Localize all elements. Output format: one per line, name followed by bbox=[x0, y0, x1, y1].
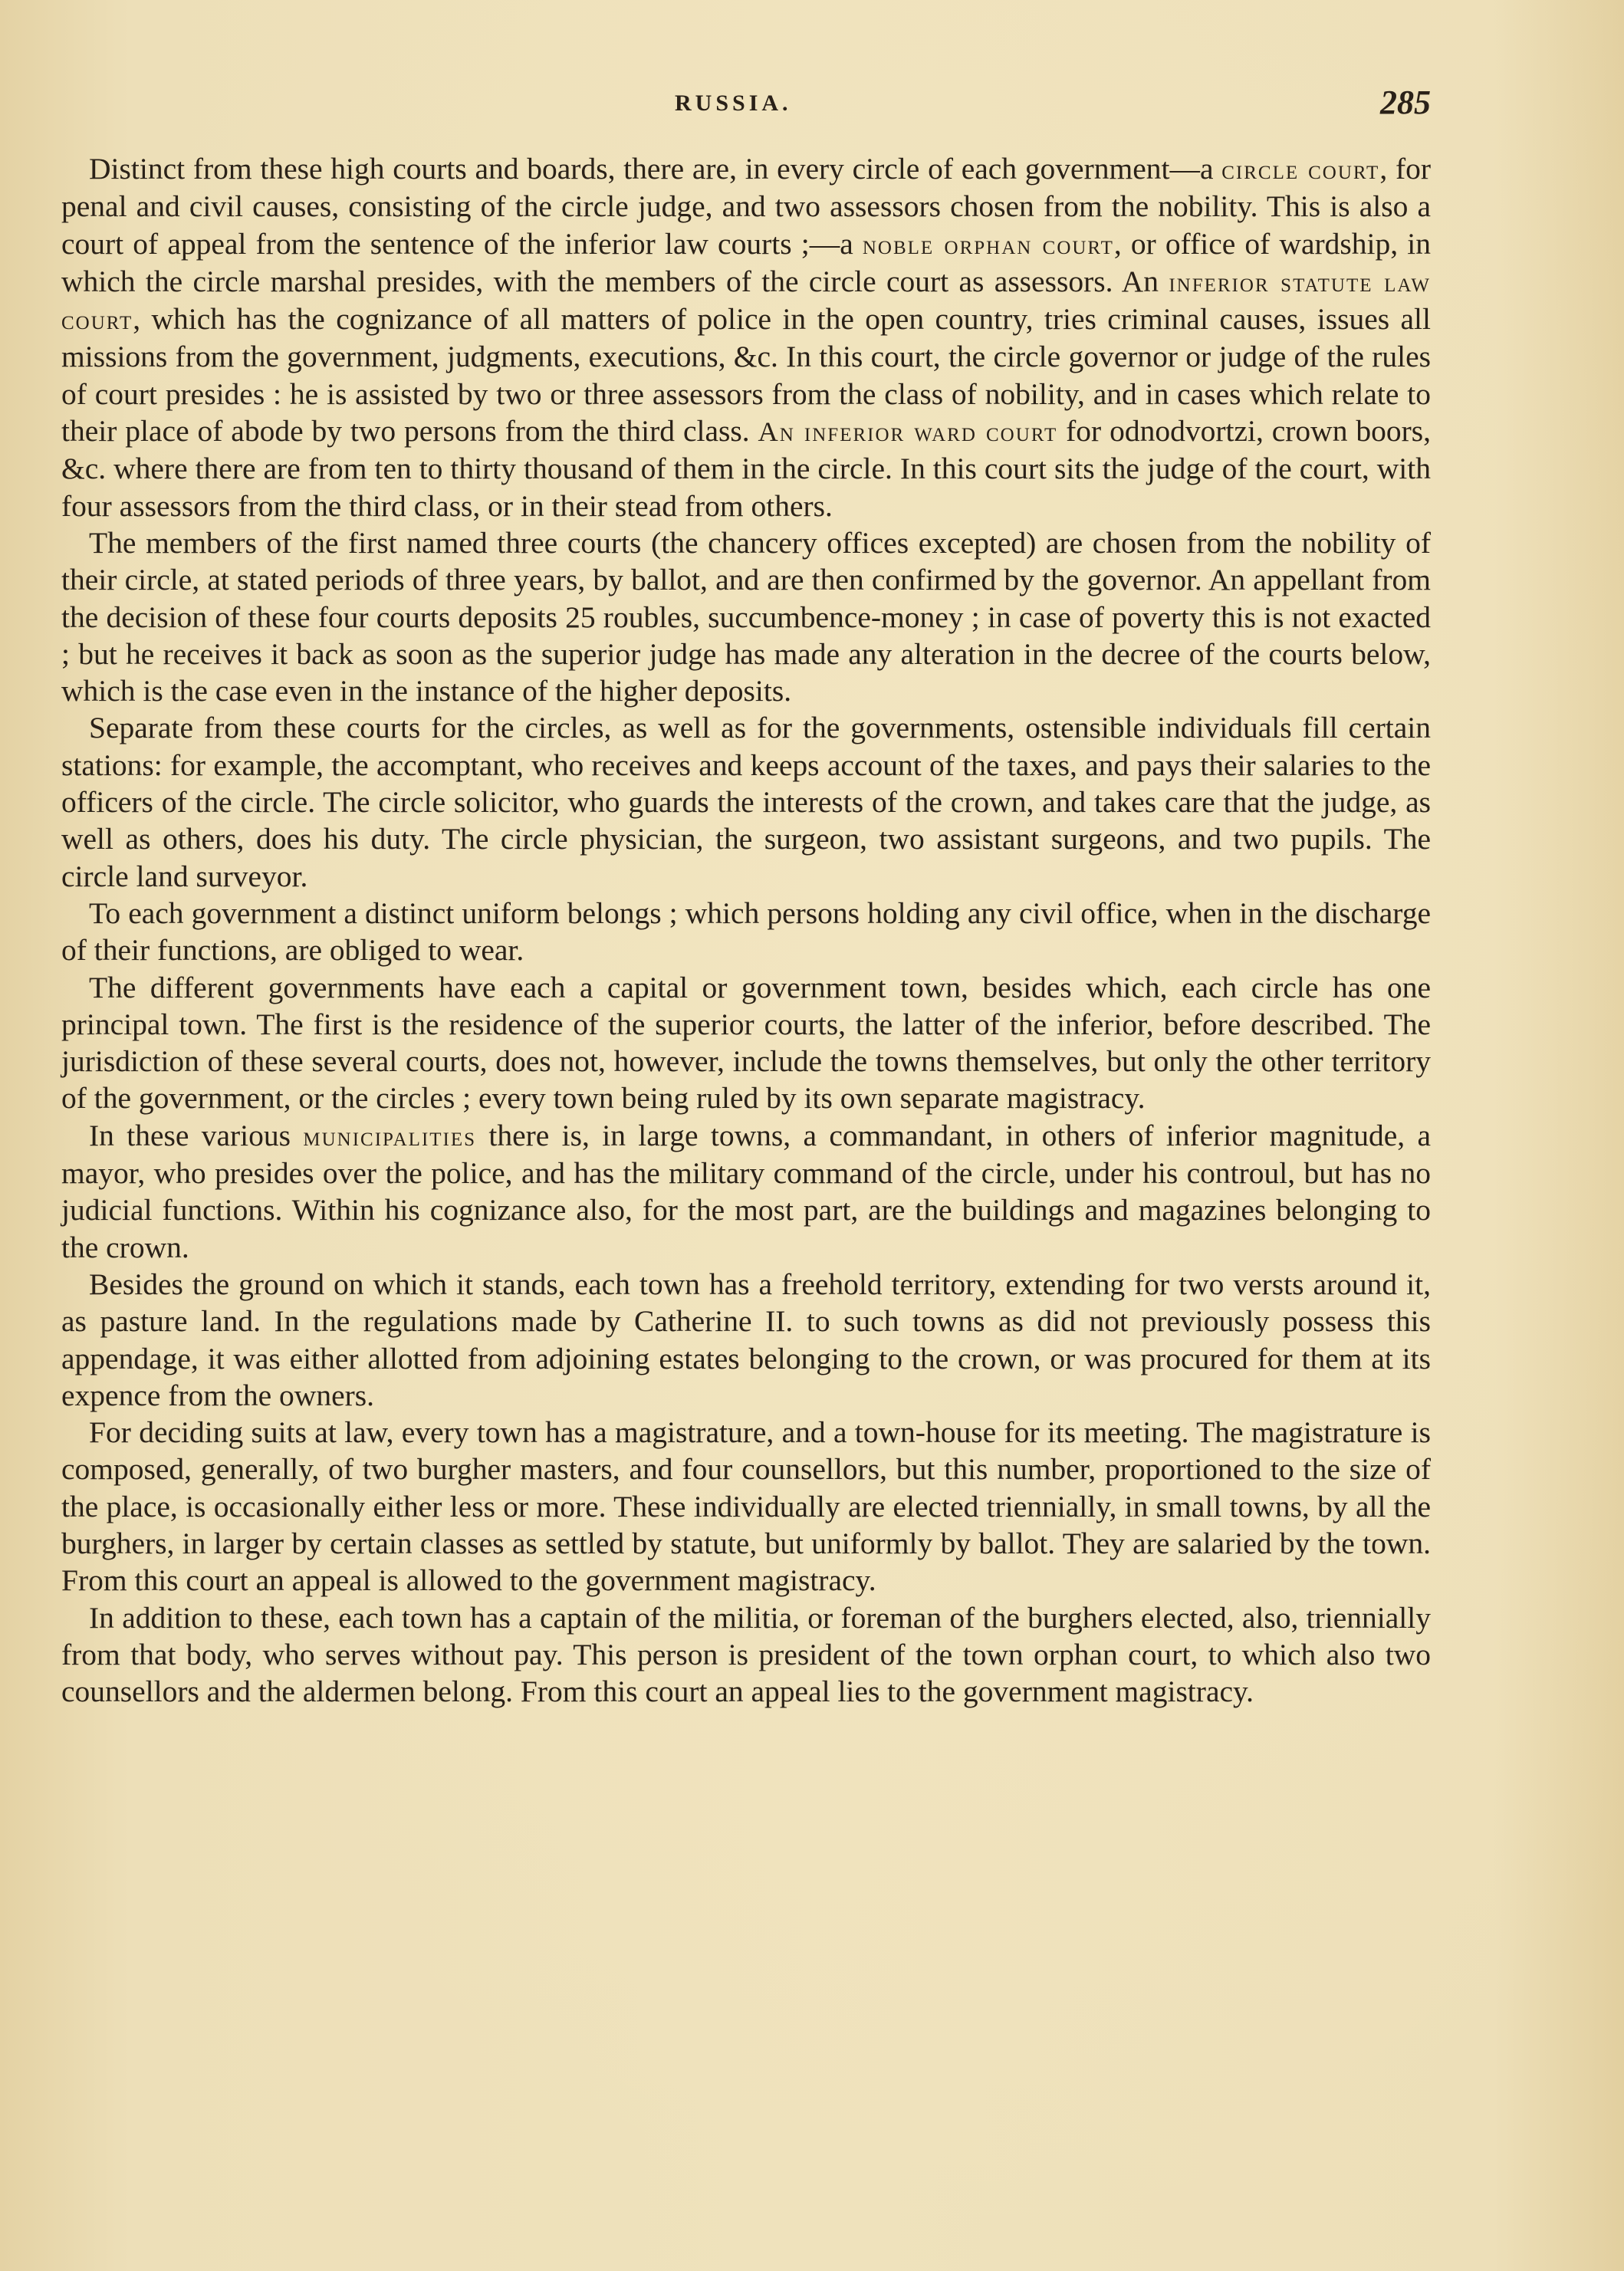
paragraph-text: In these various bbox=[89, 1118, 304, 1152]
paragraph-text: For deciding suits at law, every town has a magistrature, and a town-house for its meeting. The magistrature is composed, generally, of two burgher masters, and four counsellors, but this number, proportioned to the size of the place, is occasionally either less or more. These individually are elected triennially, in small towns, by all the burghers, in larger by certain classes as settled by statute, but uniformly by ballot. They are salaried by the town. From this court an appeal is allowed to the government magistracy. bbox=[61, 1415, 1431, 1598]
paragraph bbox=[61, 1599, 1431, 1711]
paragraph-text: , or office of wardship, in which the circle marshal presides, with the members of the circle court as assessors. An bbox=[61, 226, 1432, 298]
small-caps-term: inferior statute law court bbox=[61, 266, 1431, 336]
paragraph bbox=[61, 524, 1431, 709]
paragraph-text: In addition to these, each town has a captain of the militia, or foreman of the burghers elected, also, triennially from that body, who serves without pay. This person is president of the town orphan court, to which also two counsellors and the aldermen belong. From this court an appeal lies to the government magistracy. bbox=[61, 1600, 1431, 1709]
small-caps-term: circle court bbox=[1221, 154, 1380, 185]
paragraph bbox=[61, 895, 1431, 969]
paragraph bbox=[61, 709, 1431, 894]
small-caps-term: noble orphan court bbox=[862, 228, 1114, 260]
paragraph bbox=[61, 150, 1431, 524]
paragraph-text: Separate from these courts for the circles, as well as for the governments, ostensible individuals fill certain stations: for example, the accomptant, who receives and keeps account of the taxes, and pays their salaries to the officers of the circle. The circle solicitor, who guards the interests of the crown, and takes care that the judge, as well as others, does his duty. The circle physician, the surgeon, two assistant surgeons, and two pupils. The circle land surveyor. bbox=[61, 711, 1431, 893]
paragraph-text: Distinct from these high courts and boards, there are, in every circle of each government—a bbox=[89, 152, 1222, 186]
paragraph-text: there is, in large towns, a commandant, in others of inferior magnitude, a mayor, who presides over the police, and has the military command of the circle, under his controul, but has no judicial functions. Within his cognizance also, for the most part, are the buildings and magazines belonging to the crown. bbox=[61, 1118, 1431, 1264]
paragraph bbox=[61, 1414, 1431, 1599]
page-number: 285 bbox=[1380, 84, 1431, 121]
small-caps-term: municipalities bbox=[303, 1120, 477, 1152]
paragraph-text: , for penal and civil causes, consisting of the circle judge, and two assessors chosen from the nobility. This is also a court of appeal from the sentence of the inferior law courts ;—a bbox=[61, 152, 1432, 261]
running-head: RUSSIA. bbox=[675, 90, 792, 116]
paragraph-text: Besides the ground on which it stands, each town has a freehold territory, extending for two versts around it, as pasture land. In the regulations made by Catherine II. to such towns as did not previously possess this appendage, it was either allotted from adjoining estates belonging to the crown, or was procured for them at its expence from the owners. bbox=[61, 1267, 1431, 1412]
paragraph-text: , which has the cognizance of all matters of police in the open country, tries criminal causes, issues all missions from the government, judgments, executions, &c. In this court, the circle governor or judge of the rules of court presides : he is assisted by two or three assessors from the class of nobility, and in cases which relate to their place of abode by two persons from the third class. bbox=[61, 302, 1431, 449]
paragraph-text: The members of the first named three courts (the chancery offices excepted) are chosen from the nobility of their circle, at stated periods of three years, by ballot, and are then confirmed by the governor. An appellant from the decision of these four courts deposits 25 roubles, succumbence-money ; in case of poverty this is not exacted ; but he receives it back as soon as the superior judge has made any alteration in the decree of the courts below, which is the case even in the instance of the higher deposits. bbox=[61, 525, 1431, 708]
paragraph-text: The different governments have each a capital or government town, besides which, each circle has one principal town. The first is the residence of the superior courts, the latter of the inferior, before described. The jurisdiction of these several courts, does not, however, include the towns themselves, but only the other territory of the government, or the circles ; every town being ruled by its own separate magistracy. bbox=[61, 970, 1431, 1116]
paragraph-text: To each government a distinct uniform belongs ; which persons holding any civil office, when in the discharge of their functions, are obliged to wear. bbox=[61, 896, 1431, 968]
body-text bbox=[61, 150, 1431, 1710]
paragraph bbox=[61, 1266, 1431, 1414]
paragraph bbox=[61, 1117, 1431, 1266]
small-caps-term: An inferior ward court bbox=[758, 416, 1058, 448]
paragraph bbox=[61, 969, 1431, 1117]
paragraph-text: for odnodvortzi, crown boors, &c. where there are from ten to thirty thousand of them in the circle. In this court sits the judge of the court, with four assessors from the third class, or in their stead from others. bbox=[61, 414, 1431, 523]
